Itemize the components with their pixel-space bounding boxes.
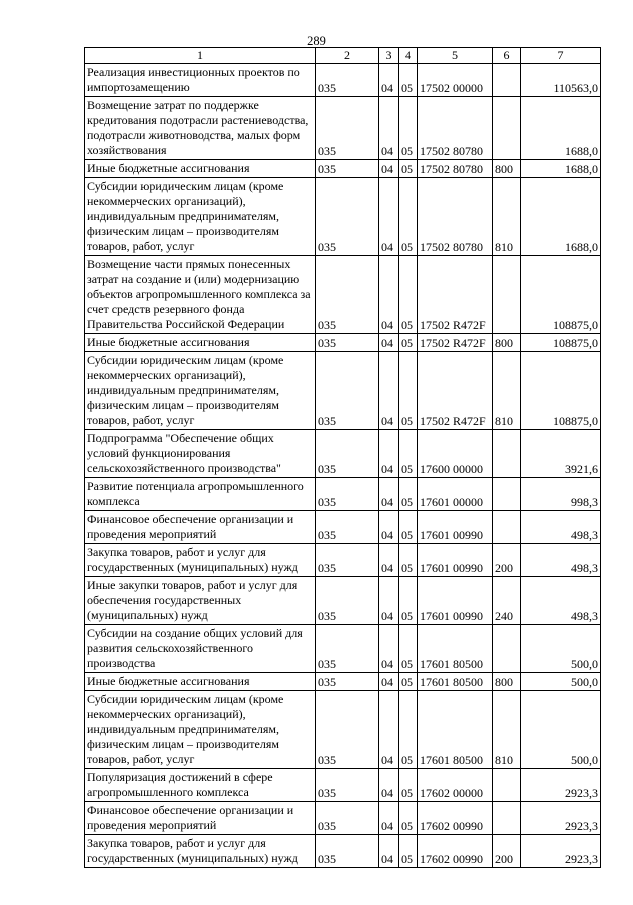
row-name: Популяризация достижений в сфере агропромышленного комплекса — [85, 769, 316, 802]
row-code-6: 800 — [493, 673, 521, 691]
row-code-2: 035 — [316, 835, 379, 868]
page-number: 289 — [307, 34, 326, 48]
row-code-5: 17601 00990 — [418, 511, 493, 544]
row-code-2: 035 — [316, 544, 379, 577]
col-header-7: 7 — [521, 48, 601, 64]
row-code-2: 035 — [316, 769, 379, 802]
row-code-5: 17600 00000 — [418, 430, 493, 478]
row-code-3: 04 — [379, 160, 399, 178]
row-name: Возмещение части прямых понесенных затрат на создание и (или) модернизацию объектов агропромышленного комплекса за счет средств резервного фонда Правительства Российской Федерации — [85, 256, 316, 334]
table-row — [85, 334, 601, 352]
row-code-6 — [493, 802, 521, 835]
row-code-3: 04 — [379, 511, 399, 544]
table-row — [85, 769, 601, 802]
row-code-3: 04 — [379, 178, 399, 256]
table-row — [85, 64, 601, 97]
row-code-5: 17502 00000 — [418, 64, 493, 97]
row-code-4: 05 — [399, 802, 418, 835]
row-code-2: 035 — [316, 478, 379, 511]
table-row — [85, 802, 601, 835]
row-amount: 2923,3 — [521, 835, 601, 868]
row-name: Развитие потенциала агропромышленного комплекса — [85, 478, 316, 511]
row-name: Субсидии юридическим лицам (кроме некоммерческих организаций), индивидуальным предпринимателям, физическим лицам – производителям товаров, работ, услуг — [85, 691, 316, 769]
row-code-5: 17502 80780 — [418, 97, 493, 160]
row-amount: 1688,0 — [521, 178, 601, 256]
row-code-6 — [493, 769, 521, 802]
row-code-2: 035 — [316, 352, 379, 430]
budget-table — [84, 47, 601, 868]
row-code-5: 17602 00000 — [418, 769, 493, 802]
row-code-6: 810 — [493, 178, 521, 256]
table-row — [85, 625, 601, 673]
row-code-5: 17601 80500 — [418, 691, 493, 769]
row-code-6: 800 — [493, 160, 521, 178]
row-code-2: 035 — [316, 160, 379, 178]
row-code-6 — [493, 256, 521, 334]
row-code-5: 17602 00990 — [418, 835, 493, 868]
row-name: Финансовое обеспечение организации и проведения мероприятий — [85, 802, 316, 835]
row-code-5: 17502 80780 — [418, 160, 493, 178]
row-amount: 108875,0 — [521, 352, 601, 430]
row-code-4: 05 — [399, 835, 418, 868]
row-amount: 498,3 — [521, 577, 601, 625]
row-amount: 108875,0 — [521, 256, 601, 334]
table-row — [85, 673, 601, 691]
row-code-5: 17601 00990 — [418, 577, 493, 625]
table-row — [85, 97, 601, 160]
row-amount: 1688,0 — [521, 97, 601, 160]
row-code-6 — [493, 64, 521, 97]
row-amount: 3921,6 — [521, 430, 601, 478]
table-row — [85, 835, 601, 868]
row-code-3: 04 — [379, 544, 399, 577]
table-row — [85, 178, 601, 256]
row-code-6: 200 — [493, 544, 521, 577]
row-amount: 498,3 — [521, 544, 601, 577]
row-name: Закупка товаров, работ и услуг для государственных (муниципальных) нужд — [85, 835, 316, 868]
row-code-6: 800 — [493, 334, 521, 352]
budget-table-body — [85, 48, 601, 868]
row-name: Субсидии юридическим лицам (кроме некоммерческих организаций), индивидуальным предпринимателям, физическим лицам – производителям товаров, работ, услуг — [85, 178, 316, 256]
row-code-5: 17601 00990 — [418, 544, 493, 577]
row-amount: 998,3 — [521, 478, 601, 511]
col-header-2: 2 — [316, 48, 379, 64]
row-code-3: 04 — [379, 334, 399, 352]
row-code-5: 17601 00000 — [418, 478, 493, 511]
row-code-2: 035 — [316, 691, 379, 769]
row-code-4: 05 — [399, 64, 418, 97]
row-code-3: 04 — [379, 802, 399, 835]
row-name: Субсидии на создание общих условий для развития сельскохозяйственного производства — [85, 625, 316, 673]
row-code-2: 035 — [316, 511, 379, 544]
row-code-6: 200 — [493, 835, 521, 868]
row-code-4: 05 — [399, 160, 418, 178]
row-code-6: 810 — [493, 352, 521, 430]
row-name: Иные закупки товаров, работ и услуг для обеспечения государственных (муниципальных) нужд — [85, 577, 316, 625]
table-row — [85, 544, 601, 577]
row-name: Субсидии юридическим лицам (кроме некоммерческих организаций), индивидуальным предпринимателям, физическим лицам – производителям товаров, работ, услуг — [85, 352, 316, 430]
row-name: Иные бюджетные ассигнования — [85, 160, 316, 178]
row-code-4: 05 — [399, 511, 418, 544]
row-code-6 — [493, 625, 521, 673]
col-header-5: 5 — [418, 48, 493, 64]
row-code-6 — [493, 478, 521, 511]
row-code-2: 035 — [316, 334, 379, 352]
row-code-4: 05 — [399, 673, 418, 691]
table-row — [85, 160, 601, 178]
row-code-3: 04 — [379, 64, 399, 97]
col-header-6: 6 — [493, 48, 521, 64]
row-amount: 2923,3 — [521, 769, 601, 802]
row-code-3: 04 — [379, 256, 399, 334]
row-code-6 — [493, 97, 521, 160]
row-code-2: 035 — [316, 64, 379, 97]
table-row — [85, 577, 601, 625]
row-code-4: 05 — [399, 334, 418, 352]
col-header-4: 4 — [399, 48, 418, 64]
col-header-3: 3 — [379, 48, 399, 64]
row-code-6: 240 — [493, 577, 521, 625]
row-name: Подпрограмма "Обеспечение общих условий функционирования сельскохозяйственного производства" — [85, 430, 316, 478]
row-name: Иные бюджетные ассигнования — [85, 334, 316, 352]
row-code-3: 04 — [379, 577, 399, 625]
row-amount: 110563,0 — [521, 64, 601, 97]
row-code-2: 035 — [316, 625, 379, 673]
row-code-2: 035 — [316, 430, 379, 478]
row-code-4: 05 — [399, 352, 418, 430]
row-code-3: 04 — [379, 625, 399, 673]
row-name: Реализация инвестиционных проектов по импортозамещению — [85, 64, 316, 97]
row-code-3: 04 — [379, 97, 399, 160]
row-code-3: 04 — [379, 430, 399, 478]
row-code-4: 05 — [399, 478, 418, 511]
row-code-2: 035 — [316, 178, 379, 256]
row-code-4: 05 — [399, 577, 418, 625]
table-row — [85, 511, 601, 544]
row-amount: 1688,0 — [521, 160, 601, 178]
row-code-5: 17502 80780 — [418, 178, 493, 256]
row-amount: 500,0 — [521, 625, 601, 673]
row-code-2: 035 — [316, 577, 379, 625]
row-code-2: 035 — [316, 673, 379, 691]
row-name: Финансовое обеспечение организации и проведения мероприятий — [85, 511, 316, 544]
row-code-6 — [493, 511, 521, 544]
row-code-6: 810 — [493, 691, 521, 769]
row-code-4: 05 — [399, 430, 418, 478]
row-code-4: 05 — [399, 544, 418, 577]
row-code-5: 17601 80500 — [418, 625, 493, 673]
row-code-3: 04 — [379, 691, 399, 769]
row-code-2: 035 — [316, 256, 379, 334]
row-amount: 2923,3 — [521, 802, 601, 835]
row-code-3: 04 — [379, 673, 399, 691]
row-code-3: 04 — [379, 352, 399, 430]
row-code-6 — [493, 430, 521, 478]
row-code-4: 05 — [399, 625, 418, 673]
row-code-2: 035 — [316, 802, 379, 835]
col-header-1: 1 — [85, 48, 316, 64]
row-code-5: 17502 R472F — [418, 256, 493, 334]
row-code-4: 05 — [399, 256, 418, 334]
table-row — [85, 478, 601, 511]
row-amount: 500,0 — [521, 673, 601, 691]
row-code-4: 05 — [399, 178, 418, 256]
row-code-3: 04 — [379, 478, 399, 511]
row-name: Иные бюджетные ассигнования — [85, 673, 316, 691]
row-code-3: 04 — [379, 769, 399, 802]
row-code-2: 035 — [316, 97, 379, 160]
table-row — [85, 256, 601, 334]
table-row — [85, 352, 601, 430]
row-code-4: 05 — [399, 691, 418, 769]
row-amount: 500,0 — [521, 691, 601, 769]
row-code-4: 05 — [399, 769, 418, 802]
header-row — [85, 48, 601, 64]
row-name: Возмещение затрат по поддержке кредитования подотрасли растениеводства, подотрасли животноводства, малых форм хозяйствования — [85, 97, 316, 160]
row-amount: 108875,0 — [521, 334, 601, 352]
row-code-5: 17502 R472F — [418, 352, 493, 430]
table-row — [85, 430, 601, 478]
row-code-4: 05 — [399, 97, 418, 160]
row-code-5: 17502 R472F — [418, 334, 493, 352]
row-name: Закупка товаров, работ и услуг для государственных (муниципальных) нужд — [85, 544, 316, 577]
row-code-5: 17601 80500 — [418, 673, 493, 691]
table-row — [85, 691, 601, 769]
row-amount: 498,3 — [521, 511, 601, 544]
row-code-3: 04 — [379, 835, 399, 868]
row-code-5: 17602 00990 — [418, 802, 493, 835]
